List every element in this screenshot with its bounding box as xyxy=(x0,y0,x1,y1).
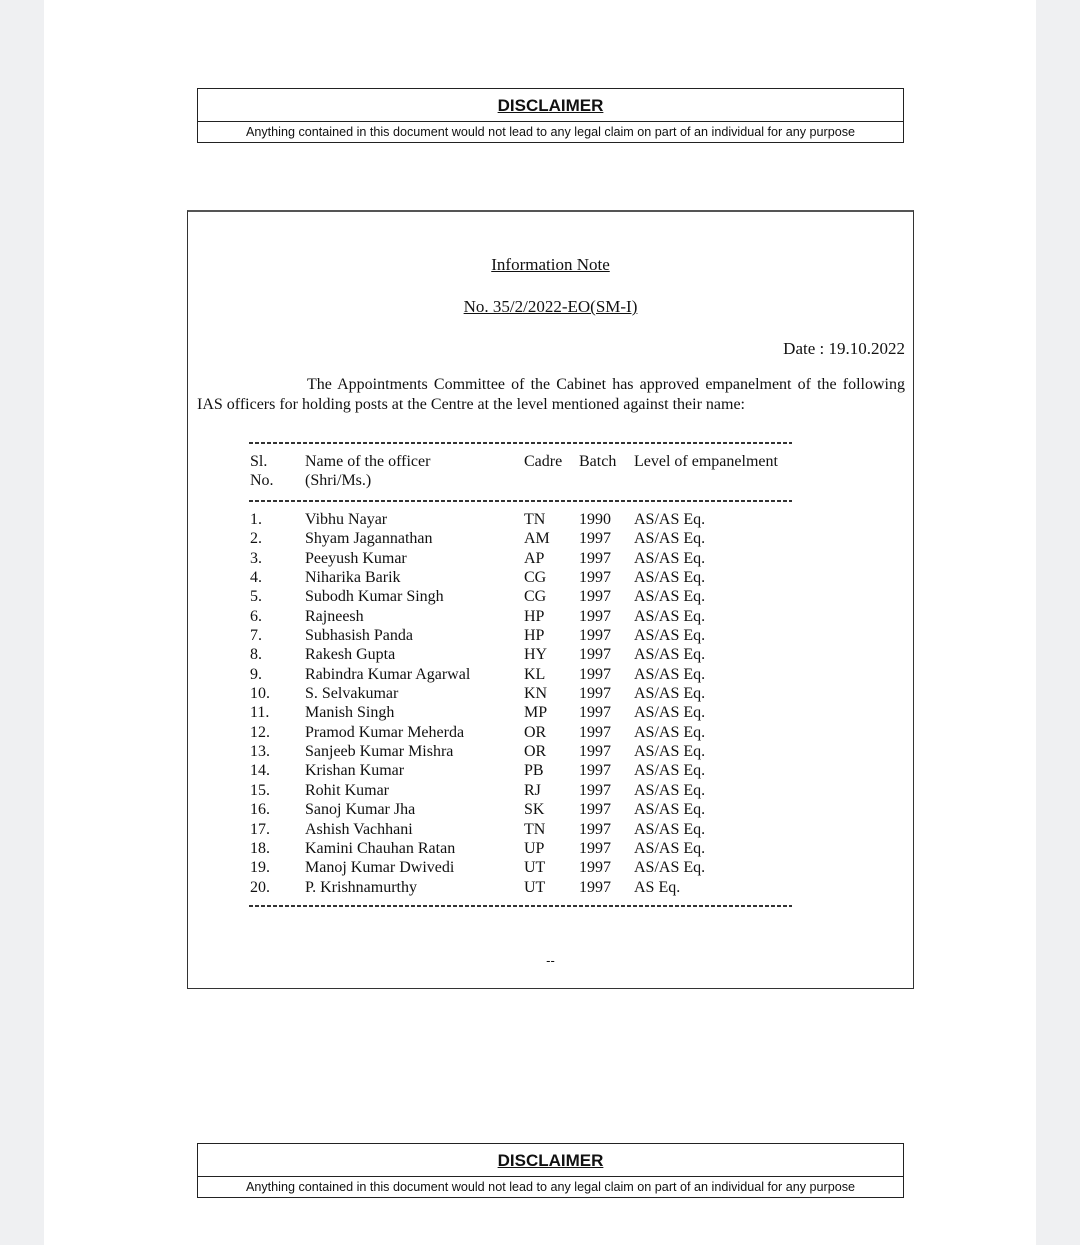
cell-officer-name: Ashish Vachhani xyxy=(305,820,413,838)
cell-officer-name: Peeyush Kumar xyxy=(305,549,407,567)
cell-batch: 1997 xyxy=(579,665,611,683)
cell-sl-no: 3. xyxy=(250,549,262,567)
note-paragraph xyxy=(197,375,905,414)
cell-batch: 1997 xyxy=(579,743,611,761)
cell-sl-no: 16. xyxy=(250,801,270,819)
cell-cadre: AM xyxy=(524,530,550,548)
cell-sl-no: 5. xyxy=(250,588,262,606)
cell-officer-name: Niharika Barik xyxy=(305,569,401,587)
table-row xyxy=(250,742,810,761)
cell-officer-name: Krishan Kumar xyxy=(305,762,405,780)
cell-cadre: KN xyxy=(524,685,548,703)
disclaimer-text: Anything contained in this document would not lead to any legal claim on part of an individual for any purpose xyxy=(245,1180,856,1194)
cell-cadre: HP xyxy=(524,627,545,645)
cell-officer-name: Shyam Jagannathan xyxy=(305,530,433,548)
cell-officer-name: Subodh Kumar Singh xyxy=(305,588,444,606)
table-row xyxy=(250,549,810,568)
cell-batch: 1997 xyxy=(579,685,611,703)
table-row xyxy=(250,587,810,606)
cell-level: AS/AS Eq. xyxy=(634,781,706,799)
cell-batch: 1997 xyxy=(579,723,611,741)
cell-cadre: UT xyxy=(524,878,546,896)
information-note-box xyxy=(187,210,914,989)
cell-cadre: RJ xyxy=(524,781,541,799)
disclaimer-title: DISCLAIMER xyxy=(198,1144,903,1177)
header-sl-no xyxy=(250,452,274,490)
cell-level: AS/AS Eq. xyxy=(634,588,706,606)
cell-batch: 1997 xyxy=(579,762,611,780)
table-row xyxy=(250,723,810,742)
cell-cadre: TN xyxy=(524,820,546,838)
table-row xyxy=(250,703,810,722)
header-name-line2: (Shri/Ms.) xyxy=(305,472,372,489)
cell-level: AS/AS Eq. xyxy=(634,665,706,683)
cell-cadre: OR xyxy=(524,723,547,741)
cell-sl-no: 7. xyxy=(250,627,262,645)
cell-batch: 1997 xyxy=(579,801,611,819)
cell-sl-no: 20. xyxy=(250,878,270,896)
note-title: Information Note xyxy=(491,255,610,274)
cell-cadre: HP xyxy=(524,607,545,625)
cell-cadre: OR xyxy=(524,743,547,761)
cell-officer-name: Manish Singh xyxy=(305,704,395,722)
cell-batch: 1997 xyxy=(579,530,611,548)
cell-officer-name: Rakesh Gupta xyxy=(305,646,396,664)
cell-batch: 1997 xyxy=(579,704,611,722)
cell-sl-no: 19. xyxy=(250,859,270,877)
cell-level: AS/AS Eq. xyxy=(634,839,706,857)
cell-cadre: PB xyxy=(524,762,544,780)
table-row xyxy=(250,607,810,626)
cell-batch: 1997 xyxy=(579,549,611,567)
table-row xyxy=(250,684,810,703)
cell-level: AS/AS Eq. xyxy=(634,743,706,761)
cell-officer-name: Rohit Kumar xyxy=(305,781,389,799)
disclaimer-box-top xyxy=(197,88,904,143)
cell-batch: 1997 xyxy=(579,646,611,664)
header-name xyxy=(305,452,430,490)
officer-table-body xyxy=(250,510,810,897)
cell-officer-name: Rabindra Kumar Agarwal xyxy=(305,665,471,683)
cell-level: AS/AS Eq. xyxy=(634,859,706,877)
cell-sl-no: 10. xyxy=(250,685,270,703)
cell-cadre: AP xyxy=(524,549,545,567)
table-row xyxy=(250,529,810,548)
cell-sl-no: 1. xyxy=(250,511,262,528)
cell-cadre: KL xyxy=(524,665,546,683)
header-sl-line2: No. xyxy=(250,472,274,489)
cell-batch: 1990 xyxy=(579,511,611,528)
table-row xyxy=(250,800,810,819)
cell-officer-name: Manoj Kumar Dwivedi xyxy=(305,859,455,877)
cell-sl-no: 13. xyxy=(250,743,270,761)
cell-sl-no: 8. xyxy=(250,646,262,664)
cell-officer-name: Sanoj Kumar Jha xyxy=(305,801,416,819)
cell-cadre: CG xyxy=(524,588,547,606)
cell-sl-no: 18. xyxy=(250,839,270,857)
cell-cadre: HY xyxy=(524,646,548,664)
cell-batch: 1997 xyxy=(579,820,611,838)
disclaimer-title: DISCLAIMER xyxy=(198,89,903,122)
cell-officer-name: Subhasish Panda xyxy=(305,627,413,645)
cell-batch: 1997 xyxy=(579,569,611,587)
cell-level: AS/AS Eq. xyxy=(634,762,706,780)
cell-officer-name: Kamini Chauhan Ratan xyxy=(305,839,456,857)
header-sl-line1: Sl. xyxy=(250,453,268,470)
cell-cadre: TN xyxy=(524,511,546,528)
cell-sl-no: 15. xyxy=(250,781,270,799)
table-row xyxy=(250,858,810,877)
cell-officer-name: Rajneesh xyxy=(305,607,364,625)
cell-batch: 1997 xyxy=(579,607,611,625)
cell-batch: 1997 xyxy=(579,781,611,799)
cell-sl-no: 17. xyxy=(250,820,270,838)
cell-cadre: UT xyxy=(524,859,546,877)
cell-level: AS/AS Eq. xyxy=(634,569,706,587)
dashed-rule-top xyxy=(249,442,792,444)
cell-level: AS/AS Eq. xyxy=(634,685,706,703)
table-row xyxy=(250,645,810,664)
note-number: No. 35/2/2022-EO(SM-I) xyxy=(463,297,638,316)
cell-sl-no: 4. xyxy=(250,569,262,587)
paragraph-text: The Appointments Committee of the Cabinet has approved empanelment of the following IAS officers for holding posts at the Centre at the level mentioned against their name: xyxy=(197,376,905,413)
cell-batch: 1997 xyxy=(579,839,611,857)
table-row xyxy=(250,820,810,839)
cell-batch: 1997 xyxy=(579,878,611,896)
table-row xyxy=(250,839,810,858)
cell-cadre: UP xyxy=(524,839,545,857)
note-date: Date : 19.10.2022 xyxy=(783,339,905,358)
cell-sl-no: 12. xyxy=(250,723,270,741)
cell-sl-no: 9. xyxy=(250,665,262,683)
cell-officer-name: Vibhu Nayar xyxy=(305,511,388,528)
cell-batch: 1997 xyxy=(579,627,611,645)
cell-level: AS Eq. xyxy=(634,878,681,896)
table-row xyxy=(250,665,810,684)
cell-cadre: MP xyxy=(524,704,548,722)
disclaimer-box-bottom xyxy=(197,1143,904,1198)
dashed-rule-bottom xyxy=(249,905,792,907)
cell-batch: 1997 xyxy=(579,588,611,606)
cell-level: AS/AS Eq. xyxy=(634,511,706,528)
cell-level: AS/AS Eq. xyxy=(634,646,706,664)
table-row xyxy=(250,761,810,780)
cell-cadre: CG xyxy=(524,569,547,587)
cell-level: AS/AS Eq. xyxy=(634,820,706,838)
cell-level: AS/AS Eq. xyxy=(634,607,706,625)
cell-sl-no: 6. xyxy=(250,607,262,625)
table-row xyxy=(250,878,810,897)
header-level: Level of empanelment xyxy=(634,453,778,470)
cell-batch: 1997 xyxy=(579,859,611,877)
table-row xyxy=(250,510,810,529)
end-mark: -- xyxy=(546,953,555,968)
table-row xyxy=(250,781,810,800)
cell-level: AS/AS Eq. xyxy=(634,723,706,741)
disclaimer-text: Anything contained in this document would not lead to any legal claim on part of an individual for any purpose xyxy=(245,125,856,139)
cell-officer-name: P. Krishnamurthy xyxy=(305,878,417,896)
table-row xyxy=(250,626,810,645)
cell-sl-no: 14. xyxy=(250,762,270,780)
cell-level: AS/AS Eq. xyxy=(634,704,706,722)
cell-officer-name: S. Selvakumar xyxy=(305,685,399,703)
cell-sl-no: 11. xyxy=(250,704,270,722)
cell-officer-name: Pramod Kumar Meherda xyxy=(305,723,465,741)
dashed-rule-header xyxy=(249,500,792,502)
header-cadre: Cadre xyxy=(524,453,563,470)
cell-sl-no: 2. xyxy=(250,530,262,548)
table-row xyxy=(250,568,810,587)
cell-cadre: SK xyxy=(524,801,545,819)
header-name-line1: Name of the officer xyxy=(305,453,431,470)
cell-level: AS/AS Eq. xyxy=(634,530,706,548)
cell-level: AS/AS Eq. xyxy=(634,549,706,567)
cell-level: AS/AS Eq. xyxy=(634,801,706,819)
cell-level: AS/AS Eq. xyxy=(634,627,706,645)
cell-officer-name: Sanjeeb Kumar Mishra xyxy=(305,743,454,761)
document-page xyxy=(44,0,1036,1245)
header-batch: Batch xyxy=(579,453,617,470)
